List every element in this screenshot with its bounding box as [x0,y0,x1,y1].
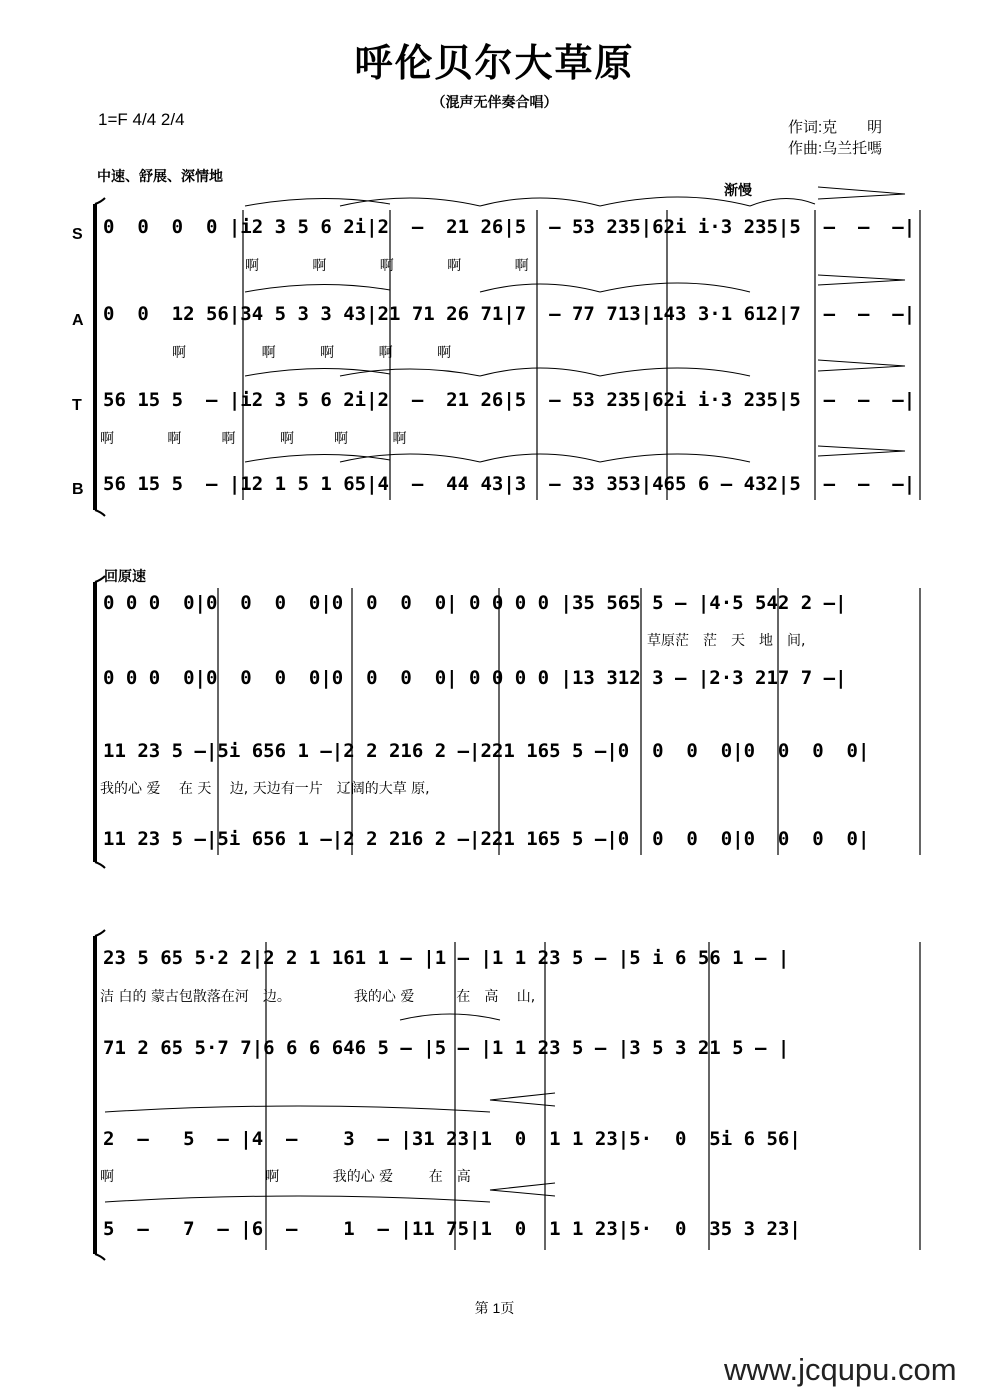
tenor-lyrics-system-3: 啊 啊 我的心 爱 在 高 [100,1169,471,1185]
soprano-notes-system-3: 23 5 65 5·2 2|2 2 1 161 1 – |1 – |1 1 23 5 – |5 i 6 56 1 – | [103,947,790,969]
tempo-marking: 中速、舒展、深情地 [97,168,223,184]
soprano-lyrics-system-1: 啊 啊 啊 啊 啊 [245,258,529,274]
soprano-notes-system-2: 0 0 0 0|0 0 0 0|0 0 0 0| 0 0 0 0 |35 565 5 – |4·5 542 2 –| [103,592,847,614]
composer: 作曲:乌兰托嗎 [788,140,883,157]
lyricist: 作词:克 明 [788,119,883,136]
tenor-notes-system-1: 56 15 5 – |i2 3 5 6 2i|2 – 21 26|5 – 53 235|62i i·3 235|5 – – –| [103,389,916,411]
voice-label-tenor: T [72,397,82,414]
alto-notes-system-3: 71 2 65 5·7 7|6 6 6 646 5 – |5 – |1 1 23 5 – |3 5 3 21 5 – | [103,1037,790,1059]
soprano-lyrics-system-3: 洁 白的 蒙古包散落在河 边。 我的心 爱 在 高 山, [100,989,536,1005]
a-tempo-marking: 回原速 [104,568,146,584]
system-2-bracket [95,576,105,868]
tenor-notes-system-3: 2 – 5 – |4 – 3 – |31 23|1 0 1 1 23|5· 0 5i 6 56| [103,1128,801,1150]
bass-notes-system-2: 11 23 5 –|5i 656 1 –|2 2 216 2 –|221 165 5 –|0 0 0 0|0 0 0 0| [103,828,870,850]
site-watermark: www.jcqupu.com [724,1352,957,1387]
tenor-notes-system-2: 11 23 5 –|5i 656 1 –|2 2 216 2 –|221 165 5 –|0 0 0 0|0 0 0 0| [103,740,870,762]
key-label: 1=F [98,110,128,129]
voice-label-alto: A [72,312,84,329]
system-1-bracket [95,198,105,516]
time-signature-4-4: 4/4 [132,110,157,129]
tenor-lyrics-system-1: 啊 啊 啊 啊 啊 啊 [100,431,407,447]
alto-notes-system-2: 0 0 0 0|0 0 0 0|0 0 0 0| 0 0 0 0 |13 312 3 – |2·3 217 7 –| [103,667,847,689]
soprano-notes-system-1: 0 0 0 0 |i2 3 5 6 2i|2 – 21 26|5 – 53 235|62i i·3 235|5 – – –| [103,216,916,238]
page-number: 第 1页 [474,1300,515,1316]
tenor-lyrics-system-2: 我的心 爱 在 天 边, 天边有一片 辽阔的大草 原, [100,781,430,797]
voice-label-bass: B [72,481,84,498]
time-signature-2-4: 2/4 [160,110,185,129]
ritardando-marking: 渐慢 [724,182,752,198]
page-title: 呼伦贝尔大草原 [354,41,635,85]
bass-notes-system-3: 5 – 7 – |6 – 1 – |11 75|1 0 1 1 23|5· 0 35 3 23| [103,1218,801,1240]
system-3-bracket [95,930,105,1260]
soprano-lyrics-system-2: 草原茫 茫 天 地 间, [647,633,806,649]
alto-lyrics-system-1: 啊 啊 啊 啊 啊 [172,345,452,361]
system-2-barlines [218,588,920,855]
voice-label-soprano: S [72,226,83,243]
bass-notes-system-1: 56 15 5 – |12 1 5 1 65|4 – 44 43|3 – 33 353|465 6 – 432|5 – – –| [103,473,916,495]
subtitle: （混声无伴奏合唱） [431,94,558,110]
alto-notes-system-1: 0 0 12 56|34 5 3 3 43|21 71 26 71|7 – 77 713|143 3·1 612|7 – – –| [103,303,916,325]
